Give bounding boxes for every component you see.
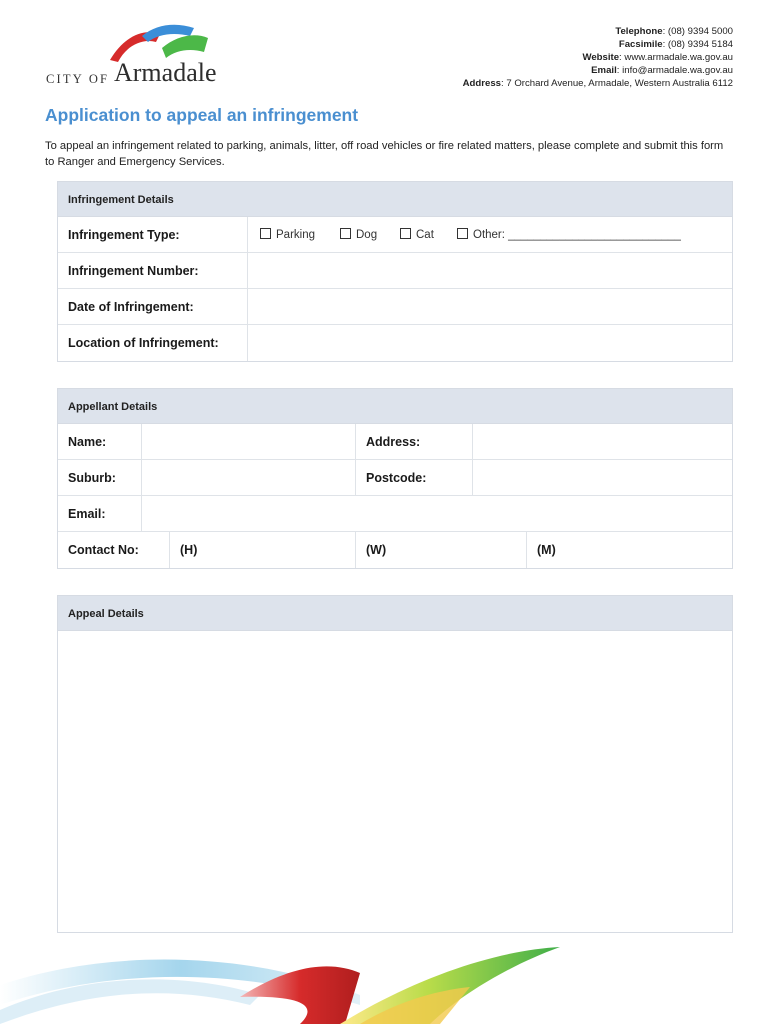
postcode-label: Postcode: [366, 471, 427, 485]
dog-checkbox[interactable] [340, 228, 351, 239]
cat-checkbox[interactable] [400, 228, 411, 239]
contact-number-row [58, 532, 732, 568]
infringement-details-section [57, 181, 733, 362]
email-row [58, 496, 732, 532]
address-line: Address: 7 Orchard Avenue, Armadale, Western Australia 6112 [462, 78, 733, 89]
name-field[interactable] [142, 424, 356, 459]
suburb-label: Suburb: [68, 471, 116, 485]
home-phone-label: (H) [180, 543, 198, 557]
infringement-date-label: Date of Infringement: [68, 300, 194, 314]
mobile-phone-field[interactable] [527, 532, 734, 568]
infringement-location-field[interactable] [248, 325, 734, 361]
suburb-postcode-row [58, 460, 732, 496]
infringement-location-label: Location of Infringement: [68, 336, 219, 350]
infringement-date-row [58, 289, 732, 325]
contact-block [463, 25, 733, 90]
dog-option[interactable]: Dog [340, 228, 377, 241]
infringement-location-row [58, 325, 732, 361]
logo-ribbons-icon [104, 22, 224, 62]
address-label: Address: [366, 435, 421, 449]
infringement-number-row [58, 253, 732, 289]
email-field[interactable] [142, 496, 734, 531]
appeal-details-field[interactable] [58, 631, 732, 933]
appellant-details-section [57, 388, 733, 569]
parking-option[interactable]: Parking [260, 228, 315, 241]
other-checkbox[interactable] [457, 228, 468, 239]
logo-name: Armadale [114, 58, 217, 87]
appeal-details-section [57, 595, 733, 933]
website-line: Website: www.armadale.wa.gov.au [582, 52, 733, 63]
email-link[interactable]: info@armadale.wa.gov.au [622, 65, 733, 76]
name-address-row [58, 424, 732, 460]
section-heading: Appellant Details [58, 389, 732, 424]
cat-option[interactable]: Cat [400, 228, 434, 241]
home-phone-field[interactable] [170, 532, 356, 568]
website-link[interactable]: www.armadale.wa.gov.au [624, 52, 733, 63]
address-field[interactable] [473, 424, 734, 459]
section-heading: Appeal Details [58, 596, 732, 631]
email-line: Email: info@armadale.wa.gov.au [591, 65, 733, 76]
suburb-field[interactable] [142, 460, 356, 495]
facsimile-line: Facsimile: (08) 9394 5184 [618, 39, 733, 50]
logo-prefix: CITY OF [46, 72, 110, 86]
infringement-type-label: Infringement Type: [68, 228, 180, 242]
work-phone-label: (W) [366, 543, 387, 557]
city-logo [44, 22, 244, 90]
section-heading: Infringement Details [58, 182, 732, 217]
contact-number-label: Contact No: [68, 543, 139, 557]
work-phone-field[interactable] [356, 532, 527, 568]
parking-checkbox[interactable] [260, 228, 271, 239]
mobile-phone-label: (M) [537, 543, 556, 557]
name-label: Name: [68, 435, 107, 449]
infringement-number-label: Infringement Number: [68, 264, 199, 278]
postcode-field[interactable] [473, 460, 734, 495]
infringement-date-field[interactable] [248, 289, 734, 324]
other-option[interactable]: Other: ___________________________ [457, 228, 681, 241]
email-label: Email: [68, 507, 106, 521]
footer-swoosh-icon [0, 925, 770, 1024]
infringement-type-row [58, 217, 732, 253]
telephone-line: Telephone: (08) 9394 5000 [615, 26, 733, 37]
page-title: Application to appeal an infringement [45, 105, 359, 125]
infringement-number-field[interactable] [248, 253, 734, 288]
intro-text: To appeal an infringement related to parking, animals, litter, off road vehicles or fire related matters, please complete and submit this form to Ranger and Emergency Services. [45, 140, 724, 168]
